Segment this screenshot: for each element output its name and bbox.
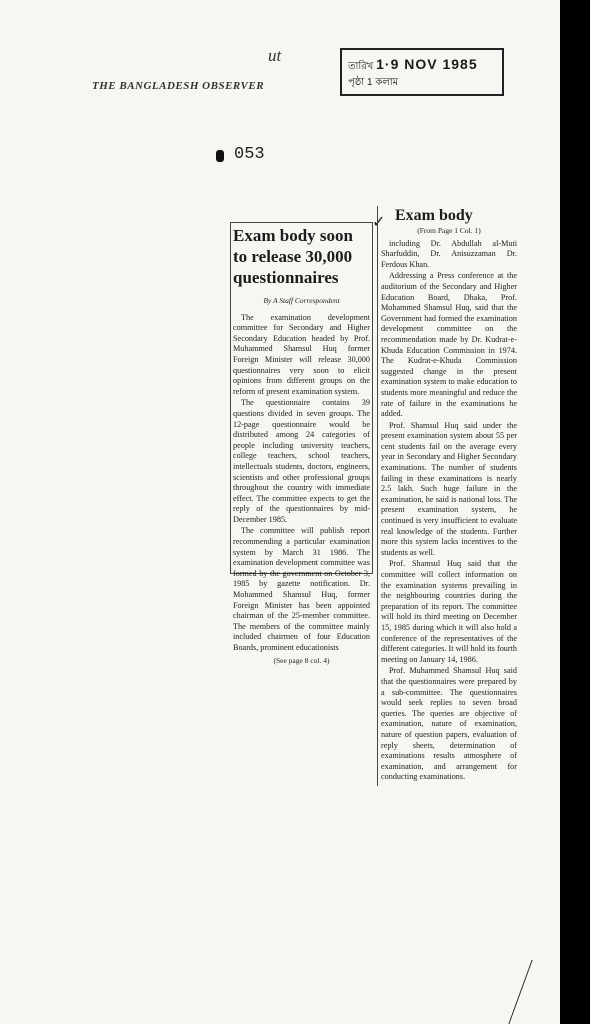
article-main-column: [230, 222, 373, 665]
article-byline: By A Staff Correspondent: [263, 296, 340, 305]
continued-note: (See page 8 col. 4): [273, 655, 330, 665]
stamp-page-label: পৃষ্ঠা: [348, 77, 365, 88]
handwritten-mark: ut: [268, 46, 282, 65]
continuation-paragraph: including Dr. Abdullah al-Muti Sharfuddin, Dr. Anisuzzaman Dr. Ferdous Khan.: [381, 238, 517, 269]
continued-from-note: (From Page 1 Col. 1): [417, 226, 481, 235]
continuation-paragraph: Prof. Muhammed Shamsul Huq said that the questionnaires were prepared by a sub-committee. The questionnaires would seek replies to seven broad queries. The queries are objective of examination, nature of examination, nature of question papers, evaluation of reply sheets, determination of examinations results atmosphere of examination, and arrangement for conducting examinations.: [381, 666, 517, 782]
continuation-paragraph: Addressing a Press conference at the auditorium of the Secondary and Higher Education Board, Dhaka, Prof. Mohammed Shamsul Huq, said that the Government had formed the examination development committee on the recommendation made by Dr. Kudrat-e-Khuda Education Commission in 1974. The Kudrat-e-Khuda Commission suggested change in the present examination system to make education to students more meaningful and reduce the rate of failure in the examinations he added.: [381, 271, 517, 419]
continuation-headline: Exam body: [395, 207, 473, 224]
article-continuation-column: [377, 206, 517, 786]
date-stamp: [340, 48, 504, 96]
article-paragraph: The committee will publish report recommending a particular examination system by March 31 1986. The examination development committee was formed by the government on October 3, 1985 by gazette notification. Dr. Mohammed Shamsul Huq, former Foreign Minister has been appointed chairman of the 25-member committee. The members of the committee mainly included chairmen of four Education Boards, prominent educationists: [233, 526, 370, 652]
article-paragraph: The examination development committee for Secondary and Higher Secondary Education headed by Prof. Muhammed Shamsul Huq former Foreign Minister will release 30,000 questionnaires very soon to elicit opinions from different groups on the reform of present examination system.: [233, 312, 370, 396]
stamp-page-value: 1 কলাম: [366, 77, 399, 88]
page-fold-line: [508, 960, 582, 1024]
ink-dot: [216, 150, 224, 162]
stamp-date-row: [348, 56, 496, 75]
article-paragraph: The questionnaire contains 39 questions divided in seven groups. The 12-page questionnaire would be distributed among 24 categories of people including university teachers, college teachers, school teachers, intellectuals students, doctors, engineers, scientists and other professional groups throughout the country with immediate effect. The committee expects to get the reply of the questionnaires by mid-December 1985.: [233, 398, 370, 524]
continuation-paragraph: Prof. Shamsul Huq said under the present examination system about 55 per cent students fail on the average every year in Secondary and Higher Secondary examinations. The number of students failing in these examinations is nearly 2.5 lakh. Such huge failure in the examination, he said is national loss. The present examination system, he continued is very insufficient to evaluate real knowledge of the students. Further more this system lacks incentives to the students as well.: [381, 420, 517, 557]
continuation-paragraph: Prof. Shamsul Huq said that the committee will collect information on the examination systems prevailing in the neighbouring countries during the preparation of its report. The committee will hold its third meeting on December 15, 1985 during which it will also hold a conference of the representatives of the different categories. It will hold its fourth meeting on January 14, 1986.: [381, 559, 517, 664]
check-mark: ✓: [372, 214, 386, 231]
stamp-page-row: [348, 75, 496, 91]
newspaper-masthead: THE BANGLADESH OBSERVER: [92, 80, 265, 92]
stamp-date-label: তারিখ: [348, 61, 374, 72]
reference-number: 053: [234, 145, 265, 164]
article-headline: Exam body soon to release 30,000 questionnaires: [233, 226, 353, 287]
stamp-date-value: 1·9 NOV 1985: [376, 56, 478, 72]
